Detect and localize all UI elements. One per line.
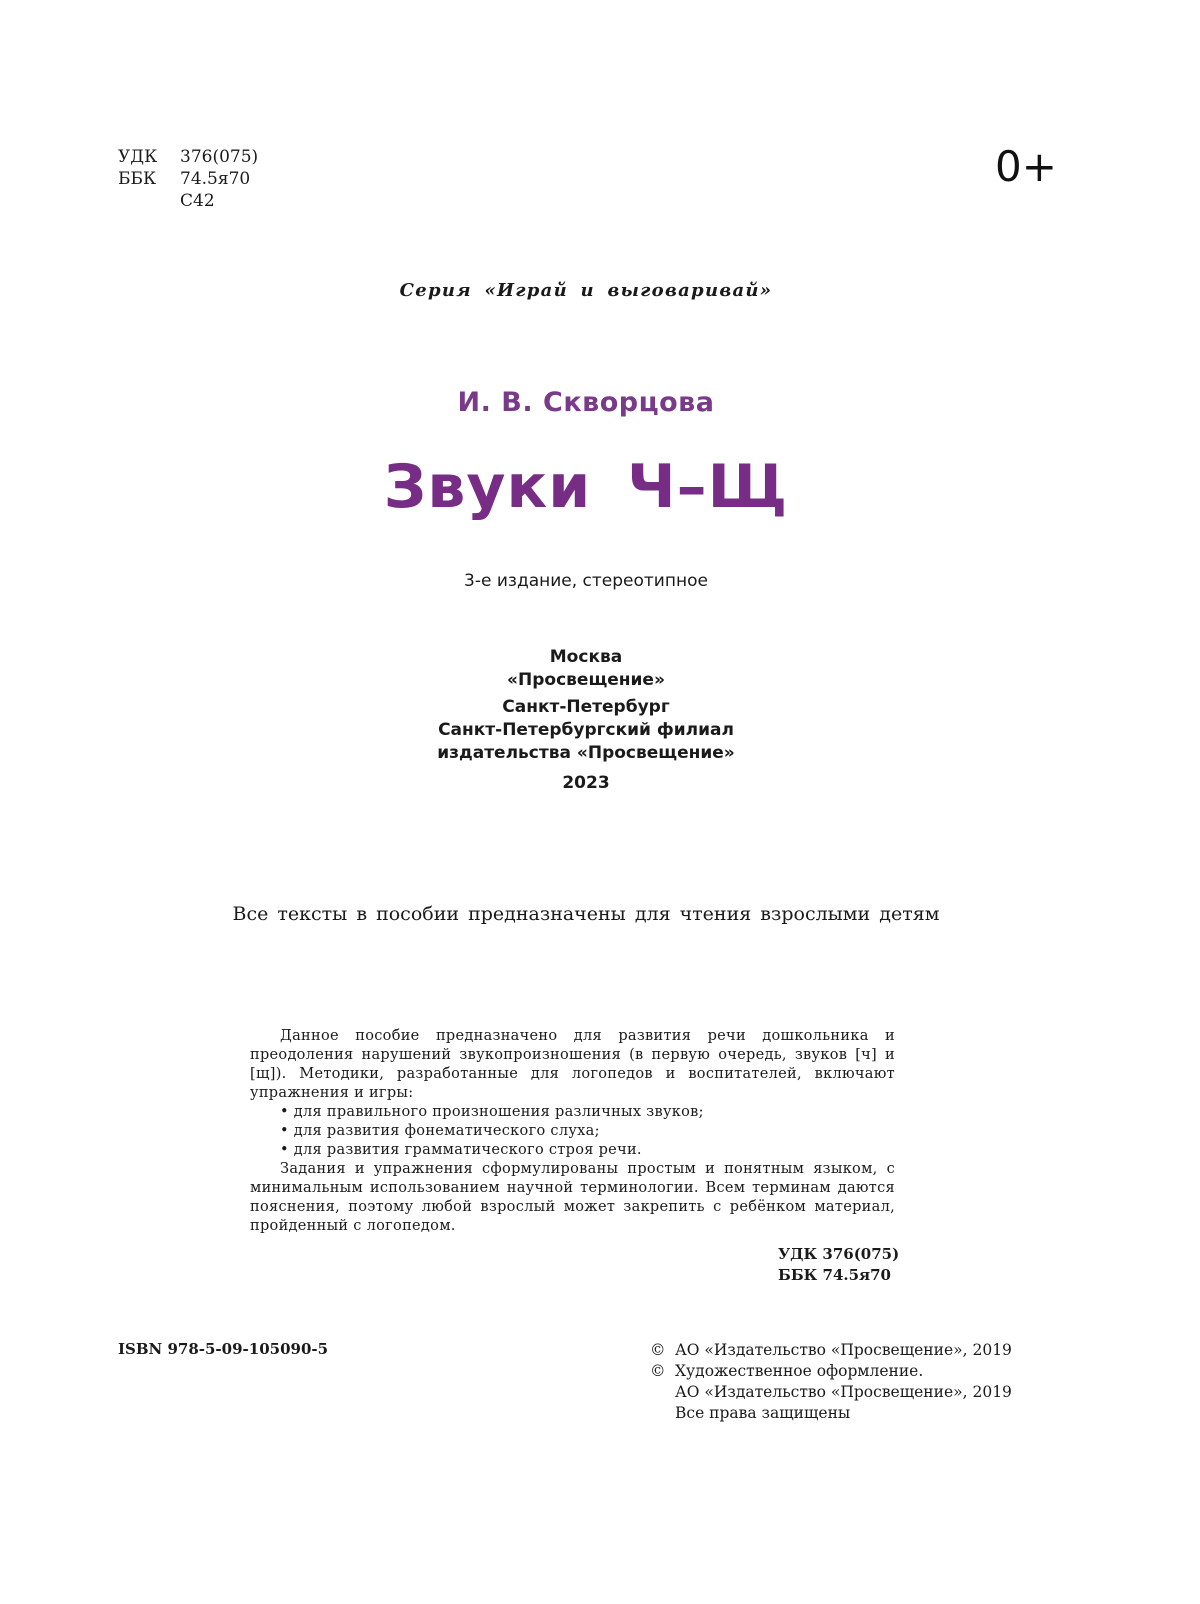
abstract-bullet: • для развития грамматического строя речи.	[280, 1142, 642, 1158]
edition-info: 3-е издание, стереотипное	[464, 571, 708, 591]
publisher-imprint	[0, 646, 1172, 795]
classification-codes-bottom	[778, 1244, 899, 1286]
abstract-bullet: • для правильного произношения различных звуков;	[280, 1104, 704, 1120]
author-name: И. В. Скворцова	[457, 387, 715, 418]
copyright-icon: ©	[650, 1341, 666, 1359]
isbn: ISBN 978-5-09-105090-5	[118, 1340, 329, 1358]
copyright-text: Художественное оформление.	[675, 1362, 924, 1380]
book-abstract	[250, 1027, 895, 1236]
copyright-block	[650, 1340, 1012, 1424]
bbk-row	[118, 168, 258, 190]
author-sign-row	[118, 190, 258, 212]
imprint-year: 2023	[562, 773, 610, 793]
bbk-value: 74.5я70	[180, 169, 251, 189]
classification-codes	[118, 146, 258, 212]
series-name: Серия «Играй и выговаривай»	[399, 280, 773, 301]
abstract-intro: Данное пособие предназначено для развития речи дошкольника и преодоления нарушений звукопроизношения (в первую очередь, звуков [ч] и [щ]). Методики, разработанные для логопедов и воспитателей, включают упражнения и игры:	[250, 1028, 895, 1101]
copyright-line	[650, 1382, 1012, 1403]
imprint-branch-line2: издательства «Просвещение»	[437, 743, 735, 763]
imprint-branch-line1: Санкт-Петербургский филиал	[438, 720, 734, 740]
abstract-bullet: • для развития фонематического слуха;	[280, 1123, 600, 1139]
abstract-outro: Задания и упражнения сформулированы простым и понятным языком, с минимальным использованием научной терминологии. Всем терминам даются пояснения, поэтому любой взрослый может закрепить с ребёнком материал, пройденный с логопедом.	[250, 1161, 895, 1234]
copyright-line	[650, 1340, 1012, 1361]
reading-notice: Все тексты в пособии предназначены для чтения взрослыми детям	[232, 903, 940, 925]
bbk-label: ББК	[118, 169, 157, 189]
rights-reserved: Все права защищены	[675, 1404, 851, 1422]
copyright-text: АО «Издательство «Просвещение», 2019	[675, 1341, 1012, 1359]
imprint-city-spb: Санкт-Петербург	[502, 697, 670, 717]
udk-label: УДК	[118, 147, 158, 167]
author-sign: С42	[180, 191, 215, 211]
copyright-text: АО «Издательство «Просвещение», 2019	[675, 1383, 1012, 1401]
udk-row	[118, 146, 258, 168]
copyright-line	[650, 1361, 1012, 1382]
udk-bottom: УДК 376(075)	[778, 1245, 900, 1263]
imprint-publisher: «Просвещение»	[507, 670, 665, 690]
udk-value: 376(075)	[180, 147, 259, 167]
imprint-city-moscow: Москва	[549, 647, 623, 667]
age-rating: 0+	[995, 142, 1057, 191]
book-title: Звуки Ч–Щ	[383, 452, 789, 522]
copyright-icon: ©	[650, 1362, 666, 1380]
copyright-line	[650, 1403, 1012, 1424]
bbk-bottom: ББК 74.5я70	[778, 1266, 891, 1284]
